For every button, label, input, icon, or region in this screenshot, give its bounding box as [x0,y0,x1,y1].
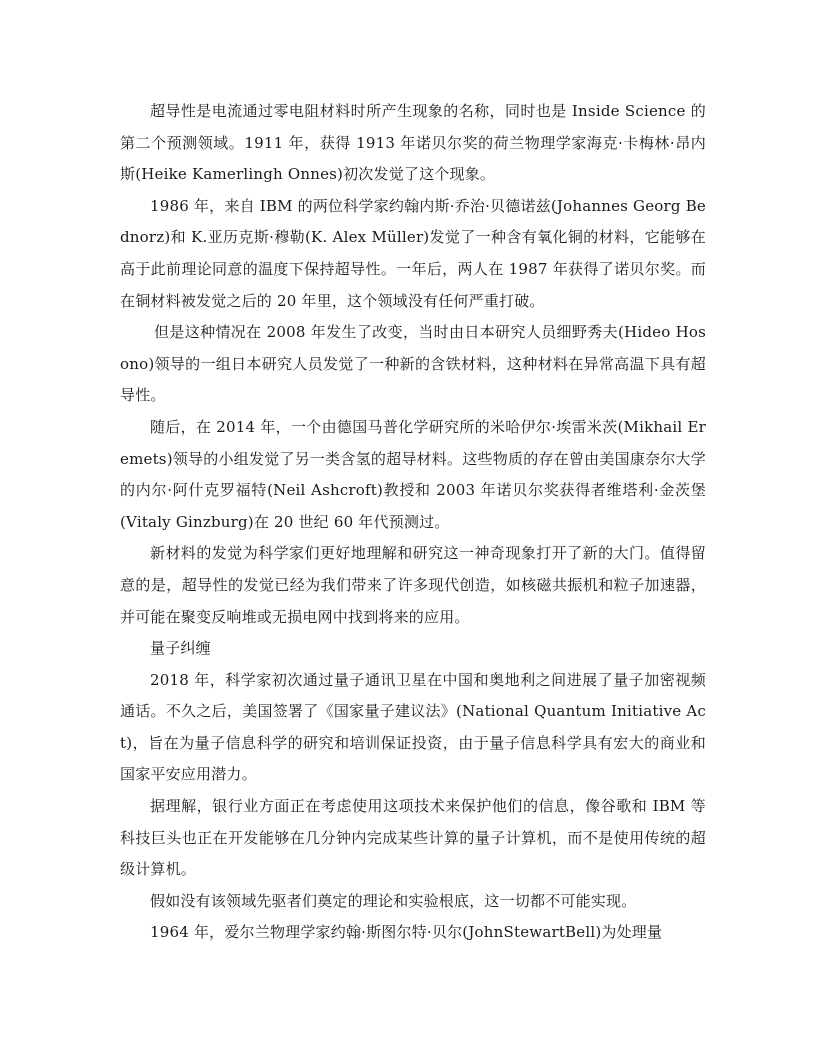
paragraph-new-materials: 新材料的发觉为科学家们更好地理解和研究这一神奇现象打开了新的大门。值得留意的是，超导性的发觉已经为我们带来了许多现代创造，如核磁共振机和粒子加速器，并可能在聚变反响堆或无损电网中找到将来的应用。 [120,544,706,626]
document-body [120,96,706,949]
paragraph-1964-bell: 1964 年，爱尔兰物理学家约翰·斯图尔特·贝尔(JohnStewartBell)为处理量 [150,923,663,942]
paragraph-2008-iron-material: 但是这种情况在 2008 年发生了改变，当时由日本研究人员细野秀夫(Hideo Hosono)领导的一组日本研究人员发觉了一种新的含铁材料，这种材料在异常高温下具有超导性。 [120,323,706,405]
paragraph-2014-hydrogen-material: 随后，在 2014 年，一个由德国马普化学研究所的米哈伊尔·埃雷米茨(Mikhail Eremets)领导的小组发觉了另一类含氢的超导材料。这些物质的存在曾由美国康奈尔大学的内尔·阿什克罗福特(Neil Ashcroft)教授和 2003 年诺贝尔奖获得者维塔利·金茨堡(Vitaly Ginzburg)在 20 世纪 60 年代预测过。 [120,417,706,531]
paragraph-2018-quantum-call: 2018 年，科学家初次通过量子通讯卫星在中国和奥地利之间进展了量子加密视频通话。不久之后，美国签署了《国家量子建议法》(National Quantum Initiative Act)，旨在为量子信息科学的研究和培训保证投资，由于量子信息科学具有宏大的商业和国家平安应用潜力。 [120,670,706,784]
paragraph-pioneers: 假如没有该领域先驱者们奠定的理论和实验根底，这一切都不可能实现。 [150,891,637,910]
paragraph-1986-discovery: 1986 年，来自 IBM 的两位科学家约翰内斯·乔治·贝德诺兹(Johannes Georg Bednorz)和 K.亚历克斯·穆勒(K. Alex Müller)发觉了一种含有氧化铜的材料，它能够在高于此前理论同意的温度下保持超导性。一年后，两人在 1987 年获得了诺贝尔奖。而在铜材料被发觉之后的 20 年里，这个领域没有任何严重打破。 [120,196,706,310]
paragraph-superconductivity-intro: 超导性是电流通过零电阻材料时所产生现象的名称，同时也是 Inside Science 的第二个预测领域。1911 年，获得 1913 年诺贝尔奖的荷兰物理学家海克·卡梅林·昂内斯(Heike Kamerlingh Onnes)初次发觉了这个现象。 [120,102,706,184]
paragraph-banking-quantum: 据理解，银行业方面正在考虑使用这项技术来保护他们的信息，像谷歌和 IBM 等科技巨头也正在开发能够在几分钟内完成某些计算的量子计算机，而不是使用传统的超级计算机。 [120,797,706,879]
section-heading-quantum-entanglement: 量子纠缠 [150,639,211,658]
